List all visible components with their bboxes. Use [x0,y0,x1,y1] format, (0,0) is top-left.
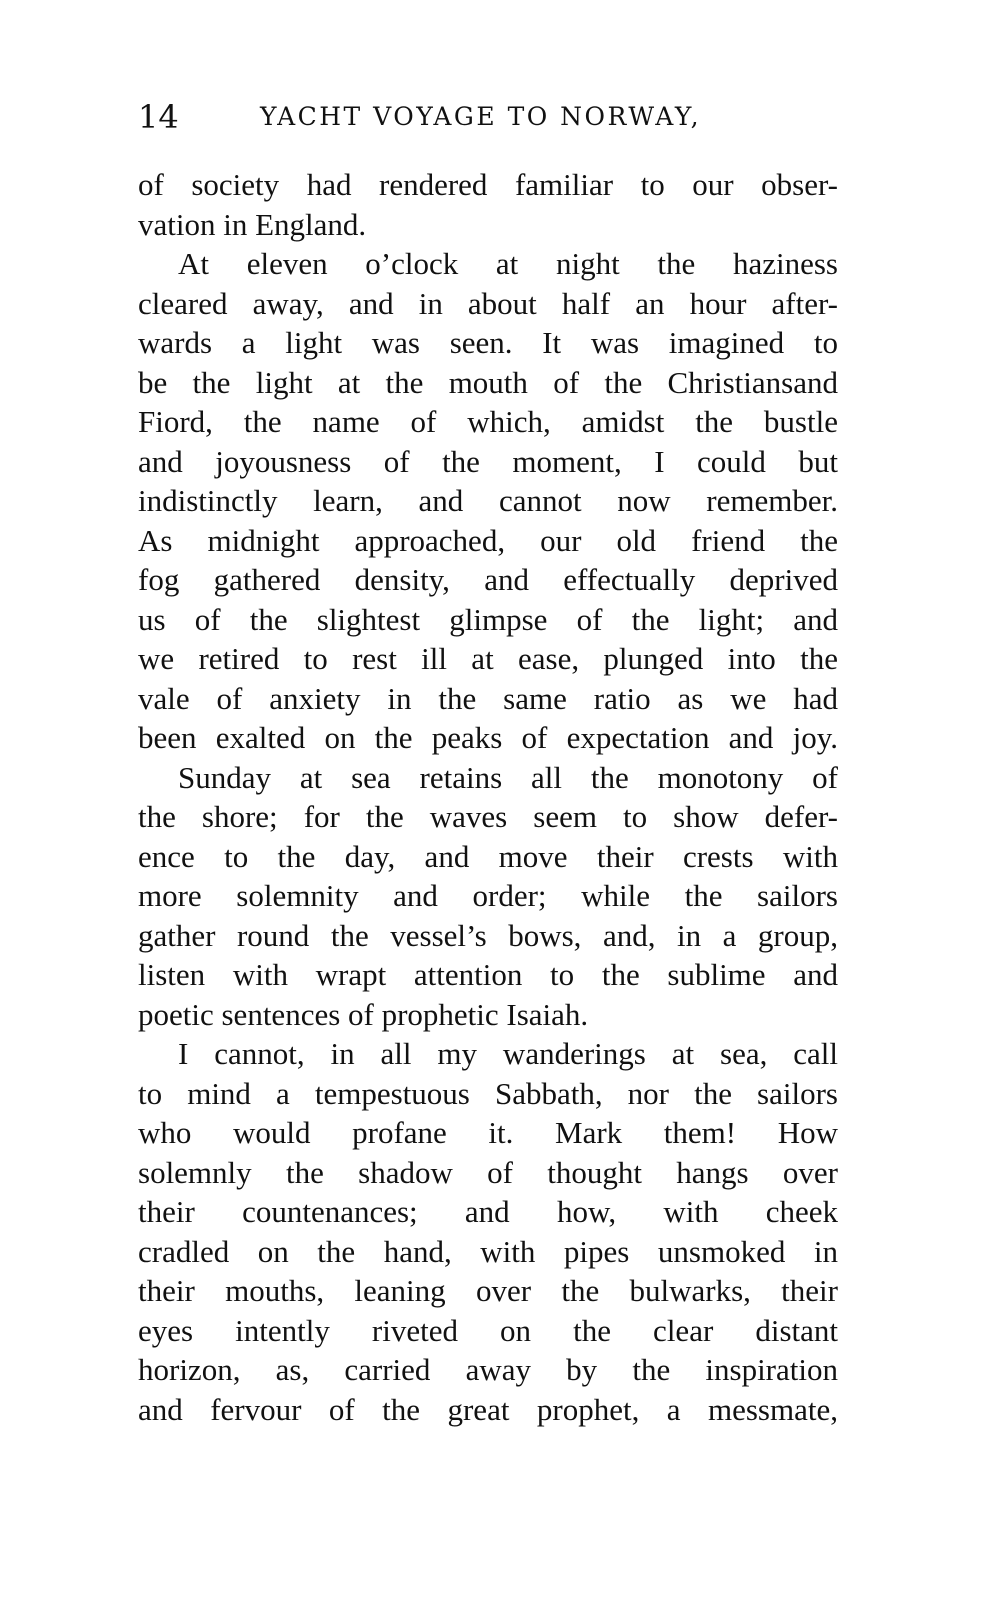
text-line: indistinctly learn, and cannot now remember. [138,483,838,518]
running-title: YACHT VOYAGE TO NORWAY, [260,102,702,131]
text-line: solemnly the shadow of thought hangs over [138,1154,838,1190]
text-line: their countenances; and how, with cheek [138,1194,838,1229]
text-line: more solemnity and order; while the sailors [138,878,838,913]
text-line: of society had rendered familiar to our obser- [138,167,838,202]
text-line: to mind a tempestuous Sabbath, nor the sailors [138,1075,838,1111]
text-line: Sunday at sea retains all the monotony of [178,759,838,795]
text-line: I cannot, in all my wanderings at sea, call [178,1036,838,1071]
text-line: we retired to rest ill at ease, plunged into the [138,641,838,676]
page-number: 14 [138,98,179,136]
text-line: Fiord, the name of which, amidst the bustle [138,404,838,439]
page-body [138,165,838,1429]
text-line: eyes intently riveted on the clear distant [138,1312,838,1348]
text-line: wards a light was seen. It was imagined to [138,325,838,360]
text-line: be the light at the mouth of the Christiansand [138,364,838,400]
text-line: fog gathered density, and effectually deprived [138,562,838,597]
text-line: cradled on the hand, with pipes unsmoked in [138,1233,838,1269]
text-line: been exalted on the peaks of expectation and joy. [138,720,838,755]
running-header [138,92,838,142]
text-line: vation in England. [138,206,367,242]
text-line: vale of anxiety in the same ratio as we had [138,680,838,716]
text-line: poetic sentences of prophetic Isaiah. [138,996,589,1032]
text-line: cleared away, and in about half an hour after- [138,285,838,321]
text-line: horizon, as, carried away by the inspiration [138,1352,838,1387]
text-line: gather round the vessel’s bows, and, in a group, [138,917,838,953]
text-line: and fervour of the great prophet, a messmate, [138,1391,838,1427]
text-line: the shore; for the waves seem to show defer- [138,799,838,834]
text-line: and joyousness of the moment, I could but [138,443,838,479]
text-line: us of the slightest glimpse of the light; and [138,601,838,637]
text-line: who would profane it. Mark them! How [138,1115,838,1150]
text-line: At eleven o’clock at night the haziness [178,246,838,281]
text-line: ence to the day, and move their crests with [138,838,838,874]
text-line: listen with wrapt attention to the sublime and [138,957,838,992]
text-line: As midnight approached, our old friend the [138,522,838,558]
text-line: their mouths, leaning over the bulwarks, their [138,1273,838,1308]
